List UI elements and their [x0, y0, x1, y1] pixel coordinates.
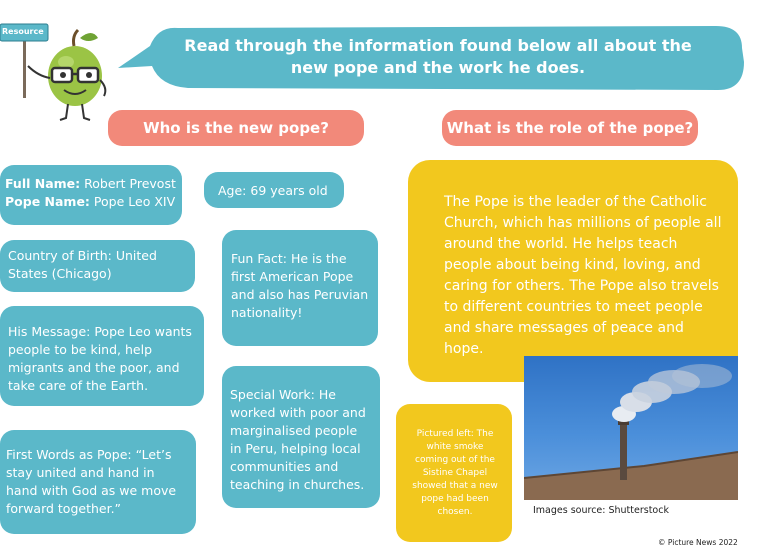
copyright: © Picture News 2022: [658, 538, 738, 547]
role-text: The Pope is the leader of the Catholic Church, which has millions of people all around the world. He helps teach people about being kind, loving, and caring for others. The Pope also travels to different countries to meet people and share messages of peace and hope.: [444, 194, 722, 357]
full-name-label: Full Name:: [5, 176, 81, 191]
photo-caption: Pictured left: The white smoke coming out of the Sistine Chapel showed that a new pope had been chosen.: [412, 429, 498, 517]
fun-fact-card: Fun Fact: He is the first American Pope and also has Peruvian nationality!: [222, 230, 378, 346]
pope-name-value: Pope Leo XIV: [93, 194, 176, 209]
role-card: [408, 160, 738, 382]
pope-name-label: Pope Name:: [5, 194, 90, 209]
age-card: Age: 69 years old: [204, 172, 344, 208]
country-card: Country of Birth: United States (Chicago): [0, 240, 195, 292]
chimney-smoke-image: [524, 356, 738, 500]
message-card: His Message: Pope Leo wants people to be kind, help migrants and the poor, and take care of the Earth.: [0, 306, 204, 406]
special-work-card: Special Work: He worked with poor and marginalised people in Peru, helping local communities and teaching in churches.: [222, 366, 380, 508]
page-title: Read through the information found below all about the new pope and the work he does.: [184, 36, 692, 77]
image-source: Images source: Shutterstock: [533, 505, 669, 516]
mascot: [0, 18, 115, 128]
left-section-heading: Who is the new pope?: [108, 110, 364, 146]
right-section-heading: What is the role of the pope?: [442, 110, 698, 146]
header-bubble: [118, 22, 748, 92]
name-card: [0, 165, 182, 225]
full-name-value: Robert Prevost: [84, 176, 176, 191]
first-words-card: First Words as Pope: “Let’s stay united and hand in hand with God as we move forward together.”: [0, 430, 196, 534]
smoke-photo: [524, 356, 738, 500]
caption-card: [396, 404, 512, 542]
resource-sign-label: Resource: [2, 27, 44, 36]
